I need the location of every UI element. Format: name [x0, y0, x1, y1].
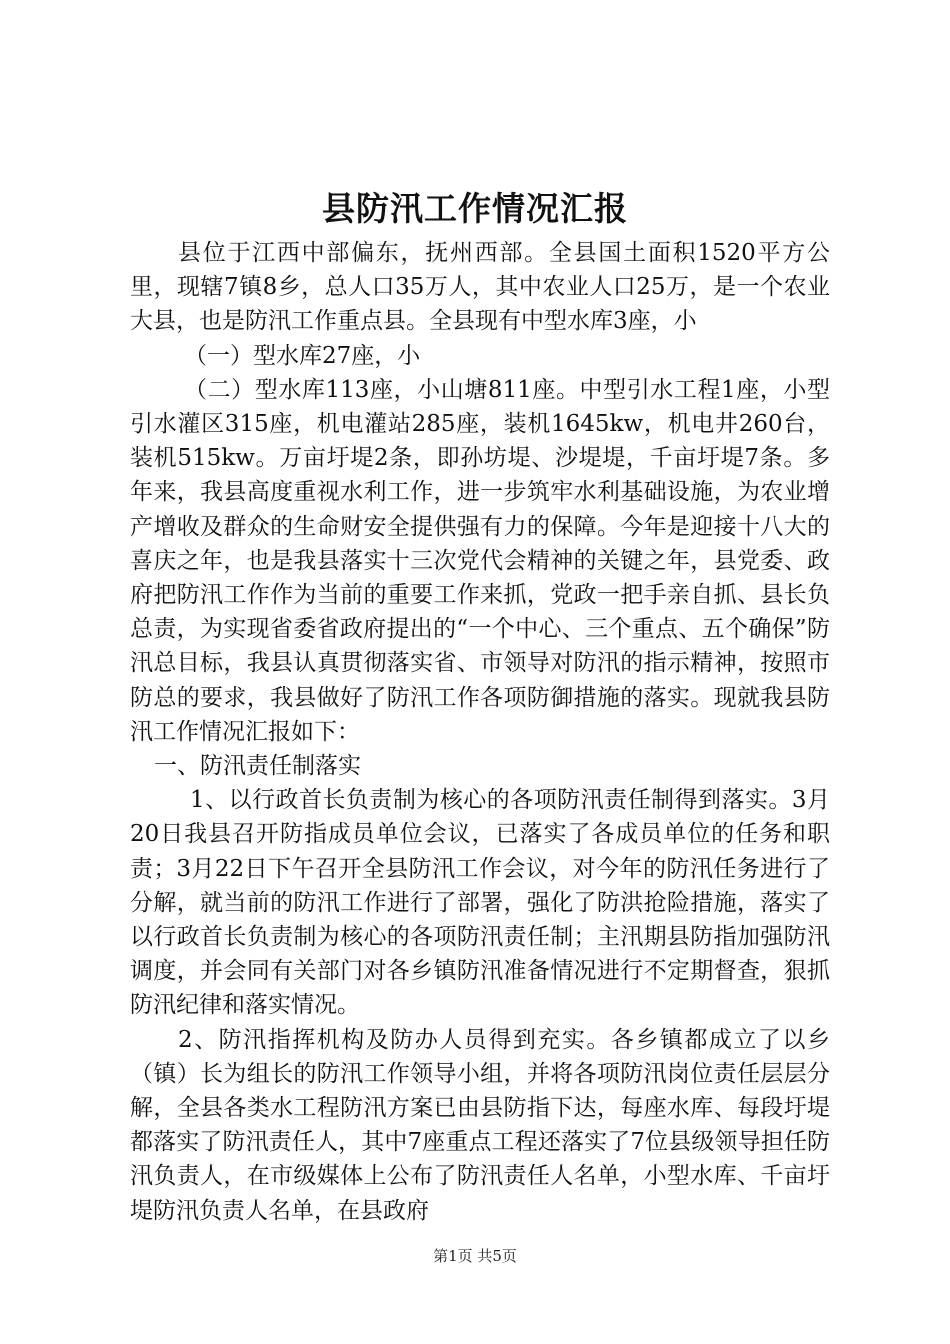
section-heading-responsibility: 一、防汛责任制落实 [154, 753, 361, 780]
paragraph-intro: 县位于江西中部偏东，抚州西部。全县国土面积1520平方公里，现辖7镇8乡，总人口35万人，其中农业人口25万，是一个农业大县，也是防汛工作重点县。全县现有中型水库3座，小 [130, 240, 830, 335]
paragraph-item-1: 1、以行政首长负责制为核心的各项防汛责任制得到落实。3月20日我县召开防指成员单位会议，已落实了各成员单位的任务和职责；3月22日下午召开全县防汛工作会议，对今年的防汛任务进行了分解，就当前的防汛工作进行了部署，强化了防洪抢险措施，落实了以行政首长负责制为核心的各项防汛责任制；主汛期县防指加强防汛调度，并会同有关部门对各乡镇防汛准备情况进行不定期督查，狠抓防汛纪律和落实情况。 [130, 787, 830, 1019]
paragraph-reservoir-type-2: （二）型水库113座，小山塘811座。中型引水工程1座，小型引水灌区315座，机电灌站285座，装机1645kw，机电井260台，装机515kw。万亩圩堤2条，即孙坊堤、沙堤堤，千亩圩堤7条。多年来，我县高度重视水利工作，进一步筑牢水利基础设施，为农业增产增收及群众的生命财安全提供强有力的保障。今年是迎接十八大的喜庆之年，也是我县落实十三次党代会精神的关键之年，县党委、政府把防汛工作作为当前的重要工作来抓，党政一把手亲自抓、县长负总责，为实现省委省政府提出的“一个中心、三个重点、五个确保”防汛总目标，我县认真贯彻落实省、市领导对防汛的指示精神，按照市防总的要求，我县做好了防汛工作各项防御措施的落实。现就我县防汛工作情况汇报如下： [130, 376, 830, 745]
document-title: 县防汛工作情况汇报 [322, 189, 628, 228]
page-footer: 第1页 共5页 [433, 1247, 517, 1265]
document-body [130, 236, 830, 1228]
paragraph-reservoir-type-1: （一）型水库27座，小 [184, 342, 421, 369]
paragraph-item-2: 2、防汛指挥机构及防办人员得到充实。各乡镇都成立了以乡（镇）长为组长的防汛工作领导小组，并将各项防汛岗位责任层层分解，全县各类水工程防汛方案已由县防指下达，每座水库、每段圩堤都落实了防汛责任人，其中7座重点工程还落实了7位县级领导担任防汛负责人，在市级媒体上公布了防汛责任人名单，小型水库、千亩圩堤防汛负责人名单，在县政府 [130, 1026, 830, 1224]
